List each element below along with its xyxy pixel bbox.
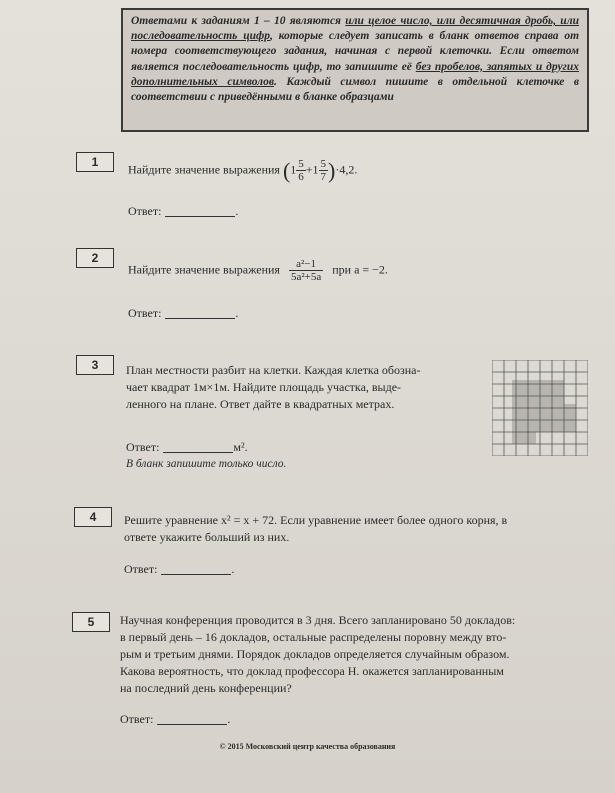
f2-whole: 1	[312, 162, 319, 177]
answer-end: .	[235, 204, 239, 218]
land-plan-grid	[492, 360, 588, 456]
answer-blank[interactable]	[165, 306, 235, 319]
answer-label: Ответ:	[126, 440, 160, 454]
task-5-line: Научная конференция проводится в 3 дня. Всего запланировано 50 докладов:	[120, 613, 516, 627]
task-2-answer[interactable]	[128, 306, 238, 321]
shaded-area	[512, 380, 576, 444]
answer-end: .	[235, 306, 239, 320]
task-2-number: 2	[76, 248, 114, 268]
f1-den: 6	[298, 171, 304, 183]
expr-num: a²−1	[289, 258, 323, 271]
task-4-number: 4	[74, 507, 112, 527]
instructions-underlined-1: или целое число, или десятичная дробь, или последовательность цифр	[131, 15, 579, 43]
task-3-note: В бланк запишите только число.	[126, 458, 287, 470]
task-1-text	[128, 158, 357, 183]
instructions-text: Ответами к заданиям 1 – 10 являются	[131, 15, 346, 27]
answer-end: .	[231, 562, 235, 576]
close-paren: )	[328, 158, 336, 183]
task-2-prompt: Найдите значение выражения	[128, 262, 280, 277]
answer-unit: м².	[233, 440, 248, 454]
answer-label: Ответ:	[128, 204, 162, 218]
instructions-underlined-2: без пробелов, запятых и других дополнительных символов	[131, 60, 579, 88]
open-paren: (	[282, 158, 291, 183]
task-4-answer[interactable]	[124, 562, 234, 577]
fraction-2	[319, 158, 329, 183]
task-5-line: на последний день конференции?	[120, 681, 292, 695]
grid-lines	[492, 360, 588, 456]
answer-blank[interactable]	[157, 712, 227, 725]
task-2-tail: при a = −2.	[332, 262, 388, 277]
instructions-text-3: . Каждый символ пишите в отдельной клеточке в соответствии с приведёнными в бланке образцами	[131, 75, 579, 104]
fraction-expr	[289, 258, 323, 283]
task-1-tail: ·4,2.	[335, 162, 358, 177]
task-5-line: в первый день – 16 докладов, остальные распределены поровну между вто-	[120, 630, 507, 644]
instructions-text-2: , которые следует записать в бланк ответов справа от номера соответствующего задания, начиная с первой клеточки. Если ответом является последовательность цифр, то запишите её	[131, 30, 580, 73]
f2-den: 7	[320, 171, 327, 183]
task-3-text	[126, 362, 486, 413]
task-1-answer[interactable]	[128, 204, 238, 219]
fraction-1	[296, 158, 306, 183]
answer-blank[interactable]	[161, 562, 231, 575]
task-3-line: ленного на плане. Ответ дайте в квадратных метрах.	[126, 397, 395, 411]
task-5-answer[interactable]	[120, 712, 230, 727]
task-5-number: 5	[72, 612, 110, 632]
task-3-line: План местности разбит на клетки. Каждая клетка обозна-	[126, 363, 421, 377]
expr-den: 5a²+5a	[290, 271, 322, 283]
task-1-prompt: Найдите значение выражения	[128, 162, 280, 177]
f2-num: 5	[320, 158, 327, 170]
plus-sign: +	[305, 162, 313, 177]
task-1-number: 1	[76, 152, 114, 172]
task-4-line: ответе укажите больший из них.	[124, 530, 290, 544]
task-3-answer[interactable]	[126, 440, 248, 455]
copyright-footer: © 2015 Московский центр качества образования	[219, 742, 396, 751]
answer-blank[interactable]	[163, 440, 233, 453]
answer-blank[interactable]	[165, 204, 235, 217]
task-5-text	[120, 612, 600, 697]
task-3-line: чает квадрат 1м×1м. Найдите площадь участка, выде-	[126, 380, 402, 394]
f1-whole: 1	[290, 162, 297, 177]
task-2-text	[128, 258, 388, 283]
answer-end: .	[227, 712, 231, 726]
answer-label: Ответ:	[120, 712, 154, 726]
answer-label: Ответ:	[124, 562, 158, 576]
answer-label: Ответ:	[128, 306, 162, 320]
task-3-number: 3	[76, 355, 114, 375]
task-5-line: рым и третьим днями. Порядок докладов определяется случайным образом.	[120, 647, 510, 661]
f1-num: 5	[298, 158, 304, 170]
task-4-line: Решите уравнение x² = x + 72. Если уравнение имеет более одного корня, в	[124, 513, 508, 527]
task-5-line: Какова вероятность, что доклад профессора Н. окажется запланированным	[120, 664, 504, 678]
task-4-text	[124, 512, 594, 546]
instructions-box	[121, 8, 589, 132]
